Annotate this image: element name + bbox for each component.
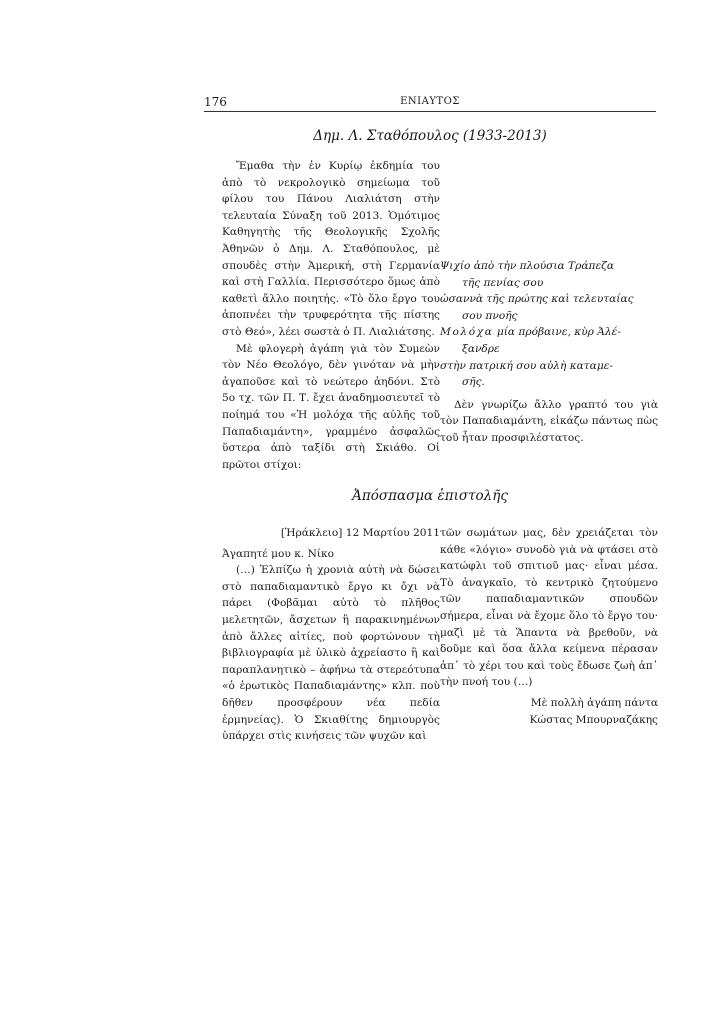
obituary-left-column xyxy=(222,158,440,473)
letter-closing: Μὲ πολλὴ ἀγάπη πάντα xyxy=(530,696,658,709)
verse-line: ξανδρε xyxy=(462,342,500,355)
page-number: 176 xyxy=(204,95,227,109)
verse-line: σου πνοῆς xyxy=(462,309,518,322)
letter-right-column xyxy=(440,525,658,728)
obituary-right-column xyxy=(440,258,658,447)
running-head: ΕΝΙΑΥΤΟΣ xyxy=(400,96,460,107)
verse-line: Μολόχα μία πρόβαινε, κὺρ Ἀλέ- xyxy=(440,326,621,339)
obituary-paragraph: Δὲν γνωρίζω ἄλλο γραπτό του γιὰ τὸν Παπαδιαμάντη, εἰκάζω πάντως πὼς τοῦ ἦταν προσφιλέστατος. xyxy=(440,398,658,444)
letter-left-column xyxy=(222,525,440,745)
verse-emphasis: Μολόχα xyxy=(440,326,494,339)
letter-paragraph: τῶν σωμάτων μας, δὲν χρειάζεται τὸν κάθε «λόγιο» συνοδὸ γιὰ νὰ φτάσει στὸ κατώφλι τοῦ σπιτιοῦ μας· εἶναι μέσα. Τὸ ἀναγκαῖο, τὸ κεντρικὸ ζητούμενο τῶν παπαδιαμαντικῶν σπουδῶν σήμερα, εἶναι νὰ ἔχομε ὅλο τὸ ἔργο του· μαζὶ μὲ τὰ Ἅπαντα νὰ βρεθοῦν, νὰ δοῦμε καὶ ὅσα ἄλλα κείμενα πέρασαν ἀπ᾽ τὸ χέρι του καὶ τοὺς ἔδωσε ζωὴ ἀπ᾽ τὴν πνοή του (…) xyxy=(440,527,658,689)
letter-title: Ἀπόσπασμα ἐπιστολῆς xyxy=(352,488,508,504)
obituary-title: Δημ. Λ. Σταθόπουλος (1933-2013) xyxy=(313,128,547,144)
page-header xyxy=(204,95,656,112)
verse-line: σῆς. xyxy=(462,376,485,389)
verse-line: στὴν πατρική σου αὐλὴ καταμε- xyxy=(440,359,613,372)
letter-salutation: Ἀγαπητέ μου κ. Νίκο xyxy=(222,547,335,560)
verse-line: ὡσαννὰ τῆς πρώτης καὶ τελευταίας xyxy=(440,293,634,306)
letter-paragraph: (…) Ἐλπίζω ἡ χρονιὰ αὐτὴ νὰ δώσει στὸ παπαδιαμαντικὸ ἔργο κι ὄχι νὰ πάρει (Φοβᾶμαι αὐτὸ τὸ πλῆθος μελετητῶν, ἄσχετων ἢ παρακινημένων ἀπὸ ἄλλες αἰτίες, ποὺ φορτώνουν τὴ βιβλιογραφία μὲ ὑλικὸ ἀχρείαστο ἢ καὶ παραπλανητικὸ – ἀφήνω τὰ στερεότυπα «ὁ ἐρωτικὸς Παπαδιαμάντης» κλπ. ποὺ δῆθεν προσφέρουν νέα πεδία ἑρμηνείας). Ὁ Σκιαθίτης δημιουργὸς ὑπάρχει στὶς κινήσεις τῶν ψυχῶν καὶ xyxy=(222,564,440,743)
letter-signature: Κώστας Μπουρναζάκης xyxy=(529,713,658,726)
verse-line: τῆς πενίας σου xyxy=(462,276,544,289)
obituary-paragraph: Ἔμαθα τὴν ἐν Κυρίῳ ἐκδημία του ἀπὸ τὸ νεκρολογικὸ σημείωμα τοῦ φίλου του Πάνου Λιαλιάτση στὴν τελευταία Σύναξη τοῦ 2013. Ὁμότιμος Καθηγητὴς τῆς Θεολογικῆς Σχολῆς Ἀθηνῶν ὁ Δημ. Λ. Σταθόπουλος, μὲ σπουδὲς στὴν Ἀμερική, στὴ Γερμανία καὶ στὴ Γαλλία. Περισσότερο ὅμως ἀπὸ καθετὶ ἄλλο ποιητής. «Τὸ ὅλο ἔργο του ἀποπνέει τὴν τρυφερότητα τῆς πίστης στὸ Θεό», λέει σωστὰ ὁ Π. Λιαλιάτσης. xyxy=(222,160,440,338)
obituary-paragraph: Μὲ φλογερὴ ἀγάπη γιὰ τὸν Συμεὼν τὸν Νέο Θεολόγο, δὲν γινόταν νὰ μὴν ἀγαποῦσε καὶ τὸ νεώτερο ἀηδόνι. Στὸ 5ο τχ. τῶν Π. Τ. ἔχει ἀναδημοσιευτεῖ τὸ ποίημά του «Ἡ μολόχα τῆς αὐλῆς τοῦ Παπαδιαμάντη», γραμμένο ἀσφαλῶς ὕστερα ἀπὸ ταξίδι στὴ Σκιάθο. Οἱ πρῶτοι στίχοι: xyxy=(222,342,440,471)
verse-line: Ψιχίο ἀπὸ τὴν πλούσια Τράπεζα xyxy=(440,260,615,272)
poem-excerpt xyxy=(440,258,658,391)
letter-place-date: [Ἡράκλειο] 12 Μαρτίου 2011 xyxy=(280,527,440,539)
